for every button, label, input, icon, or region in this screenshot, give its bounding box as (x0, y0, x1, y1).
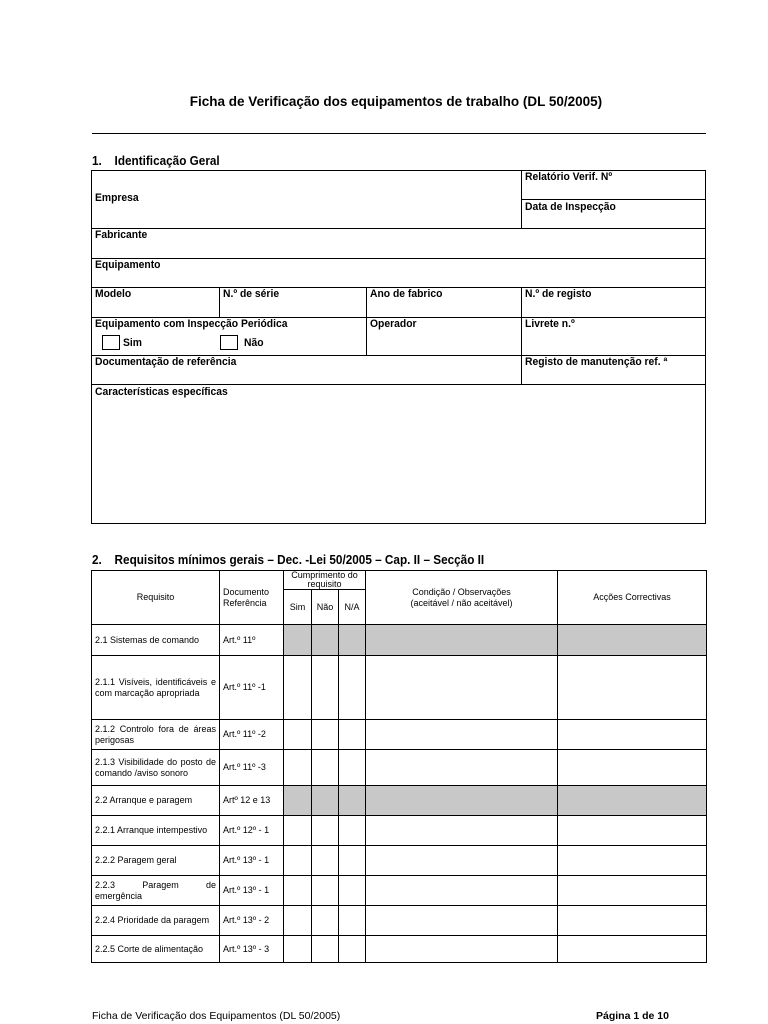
header-requisito: Requisito (92, 571, 220, 625)
documento-cell: Art.º 11º (220, 625, 284, 656)
na-cell[interactable] (339, 625, 366, 656)
modelo-label: Modelo (95, 288, 132, 300)
section-1-number: 1. (92, 154, 102, 168)
condicao-cell[interactable] (366, 936, 558, 963)
requirements-table (91, 570, 707, 963)
accoes-cell[interactable] (558, 846, 707, 876)
accoes-cell[interactable] (558, 750, 707, 786)
section-1-title: Identificação Geral (114, 154, 220, 168)
nao-cell[interactable] (312, 876, 339, 906)
condicao-cell[interactable] (366, 846, 558, 876)
accoes-cell[interactable] (558, 656, 707, 720)
table-row (92, 720, 707, 750)
sim-checkbox[interactable] (102, 335, 120, 350)
fabricante-label: Fabricante (95, 229, 148, 241)
table-row (92, 625, 707, 656)
na-cell[interactable] (339, 656, 366, 720)
documento-cell: Art.º 11º -2 (220, 720, 284, 750)
documento-cell: Art.º 12º - 1 (220, 816, 284, 846)
header-condicao-title: Condição / Observações (412, 586, 511, 597)
condicao-cell[interactable] (366, 906, 558, 936)
sim-cell[interactable] (284, 876, 312, 906)
nao-cell[interactable] (312, 786, 339, 816)
header-condicao-sub: (aceitável / não aceitável) (410, 597, 513, 608)
na-cell[interactable] (339, 816, 366, 846)
section-2-heading (92, 553, 484, 567)
sim-cell[interactable] (284, 720, 312, 750)
section-2-title: Requisitos mínimos gerais – Dec. -Lei 50/2005 – Cap. II – Secção II (114, 553, 485, 567)
sim-cell[interactable] (284, 786, 312, 816)
table-row (92, 786, 707, 816)
documento-cell: Art.º 13º - 2 (220, 906, 284, 936)
requisito-cell: 2.1 Sistemas de comando (92, 625, 220, 656)
na-cell[interactable] (339, 876, 366, 906)
n-registo-label: N.º de registo (525, 288, 592, 300)
nao-checkbox[interactable] (220, 335, 238, 350)
condicao-cell[interactable] (366, 876, 558, 906)
section-1-heading (92, 154, 220, 168)
header-accoes: Acções Correctivas (558, 571, 707, 625)
condicao-cell[interactable] (366, 625, 558, 656)
sim-cell[interactable] (284, 816, 312, 846)
sim-cell[interactable] (284, 846, 312, 876)
condicao-cell[interactable] (366, 656, 558, 720)
inspeccao-periodica-label: Equipamento com Inspecção Periódica (95, 318, 288, 330)
accoes-cell[interactable] (558, 936, 707, 963)
condicao-cell[interactable] (366, 720, 558, 750)
documento-cell: Art.º 13º - 3 (220, 936, 284, 963)
documento-cell: Art.º 11º -1 (220, 656, 284, 720)
section-2-number: 2. (92, 553, 102, 567)
documentacao-label: Documentação de referência (95, 356, 237, 368)
documento-cell: Art.º 13º - 1 (220, 846, 284, 876)
data-inspeccao-label: Data de Inspecção (525, 201, 616, 213)
accoes-cell[interactable] (558, 876, 707, 906)
accoes-cell[interactable] (558, 625, 707, 656)
condicao-cell[interactable] (366, 750, 558, 786)
nao-cell[interactable] (312, 720, 339, 750)
footer-document-name: Ficha de Verificação dos Equipamentos (DL 50/2005) (92, 1010, 341, 1022)
table-row (92, 906, 707, 936)
sim-label: Sim (123, 337, 142, 349)
title-divider (92, 133, 706, 134)
header-na: N/A (339, 590, 366, 625)
requisito-cell: 2.2.5 Corte de alimentação (92, 936, 220, 963)
sim-cell[interactable] (284, 936, 312, 963)
nao-cell[interactable] (312, 846, 339, 876)
na-cell[interactable] (339, 786, 366, 816)
sim-cell[interactable] (284, 656, 312, 720)
nao-cell[interactable] (312, 936, 339, 963)
table-row (92, 656, 707, 720)
accoes-cell[interactable] (558, 816, 707, 846)
equipamento-label: Equipamento (95, 259, 161, 271)
operador-label: Operador (370, 318, 417, 330)
accoes-cell[interactable] (558, 906, 707, 936)
n-serie-label: N.º de série (223, 288, 280, 300)
na-cell[interactable] (339, 846, 366, 876)
na-cell[interactable] (339, 936, 366, 963)
empresa-label: Empresa (95, 192, 139, 204)
table-row (92, 816, 707, 846)
livrete-label: Livrete n.º (525, 318, 575, 330)
nao-label: Não (244, 337, 264, 349)
nao-cell[interactable] (312, 816, 339, 846)
registo-manutencao-label: Registo de manutenção ref. ª (525, 356, 668, 368)
condicao-cell[interactable] (366, 816, 558, 846)
table-row (92, 846, 707, 876)
na-cell[interactable] (339, 906, 366, 936)
requirements-body (92, 625, 707, 963)
header-nao: Não (312, 590, 339, 625)
requisito-cell: 2.2 Arranque e paragem (92, 786, 220, 816)
requisito-cell: 2.2.4 Prioridade da paragem (92, 906, 220, 936)
nao-cell[interactable] (312, 656, 339, 720)
requisito-cell: 2.1.2 Controlo fora de áreas perigosas (92, 720, 220, 750)
na-cell[interactable] (339, 750, 366, 786)
requisito-cell: 2.2.3 Paragem de emergência (92, 876, 220, 906)
header-documento: Documento Referência (220, 571, 284, 625)
footer-page-number: Página 1 de 10 (596, 1010, 669, 1022)
documento-cell: Artº 12 e 13 (220, 786, 284, 816)
sim-cell[interactable] (284, 906, 312, 936)
requisito-cell: 2.1.3 Visibilidade do posto de comando /aviso sonoro (92, 750, 220, 786)
requisito-cell: 2.2.1 Arranque intempestivo (92, 816, 220, 846)
requisito-cell: 2.2.2 Paragem geral (92, 846, 220, 876)
header-cumprimento: Cumprimento do requisito (284, 571, 366, 590)
accoes-cell[interactable] (558, 786, 707, 816)
nao-cell[interactable] (312, 750, 339, 786)
table-row (92, 876, 707, 906)
table-row (92, 750, 707, 786)
header-sim: Sim (284, 590, 312, 625)
accoes-cell[interactable] (558, 720, 707, 750)
condicao-cell[interactable] (366, 786, 558, 816)
table-row (92, 936, 707, 963)
documento-cell: Art.º 13º - 1 (220, 876, 284, 906)
documento-cell: Art.º 11º -3 (220, 750, 284, 786)
ano-fabrico-label: Ano de fabrico (370, 288, 443, 300)
document-title: Ficha de Verificação dos equipamentos de trabalho (DL 50/2005) (189, 94, 603, 109)
na-cell[interactable] (339, 720, 366, 750)
requisito-cell: 2.1.1 Visíveis, identificáveis e com marcação apropriada (92, 656, 220, 720)
caracteristicas-label: Características específicas (95, 386, 228, 398)
nao-cell[interactable] (312, 906, 339, 936)
nao-cell[interactable] (312, 625, 339, 656)
header-condicao (366, 571, 558, 625)
sim-cell[interactable] (284, 625, 312, 656)
relatorio-label: Relatório Verif. Nº (525, 171, 613, 183)
sim-cell[interactable] (284, 750, 312, 786)
